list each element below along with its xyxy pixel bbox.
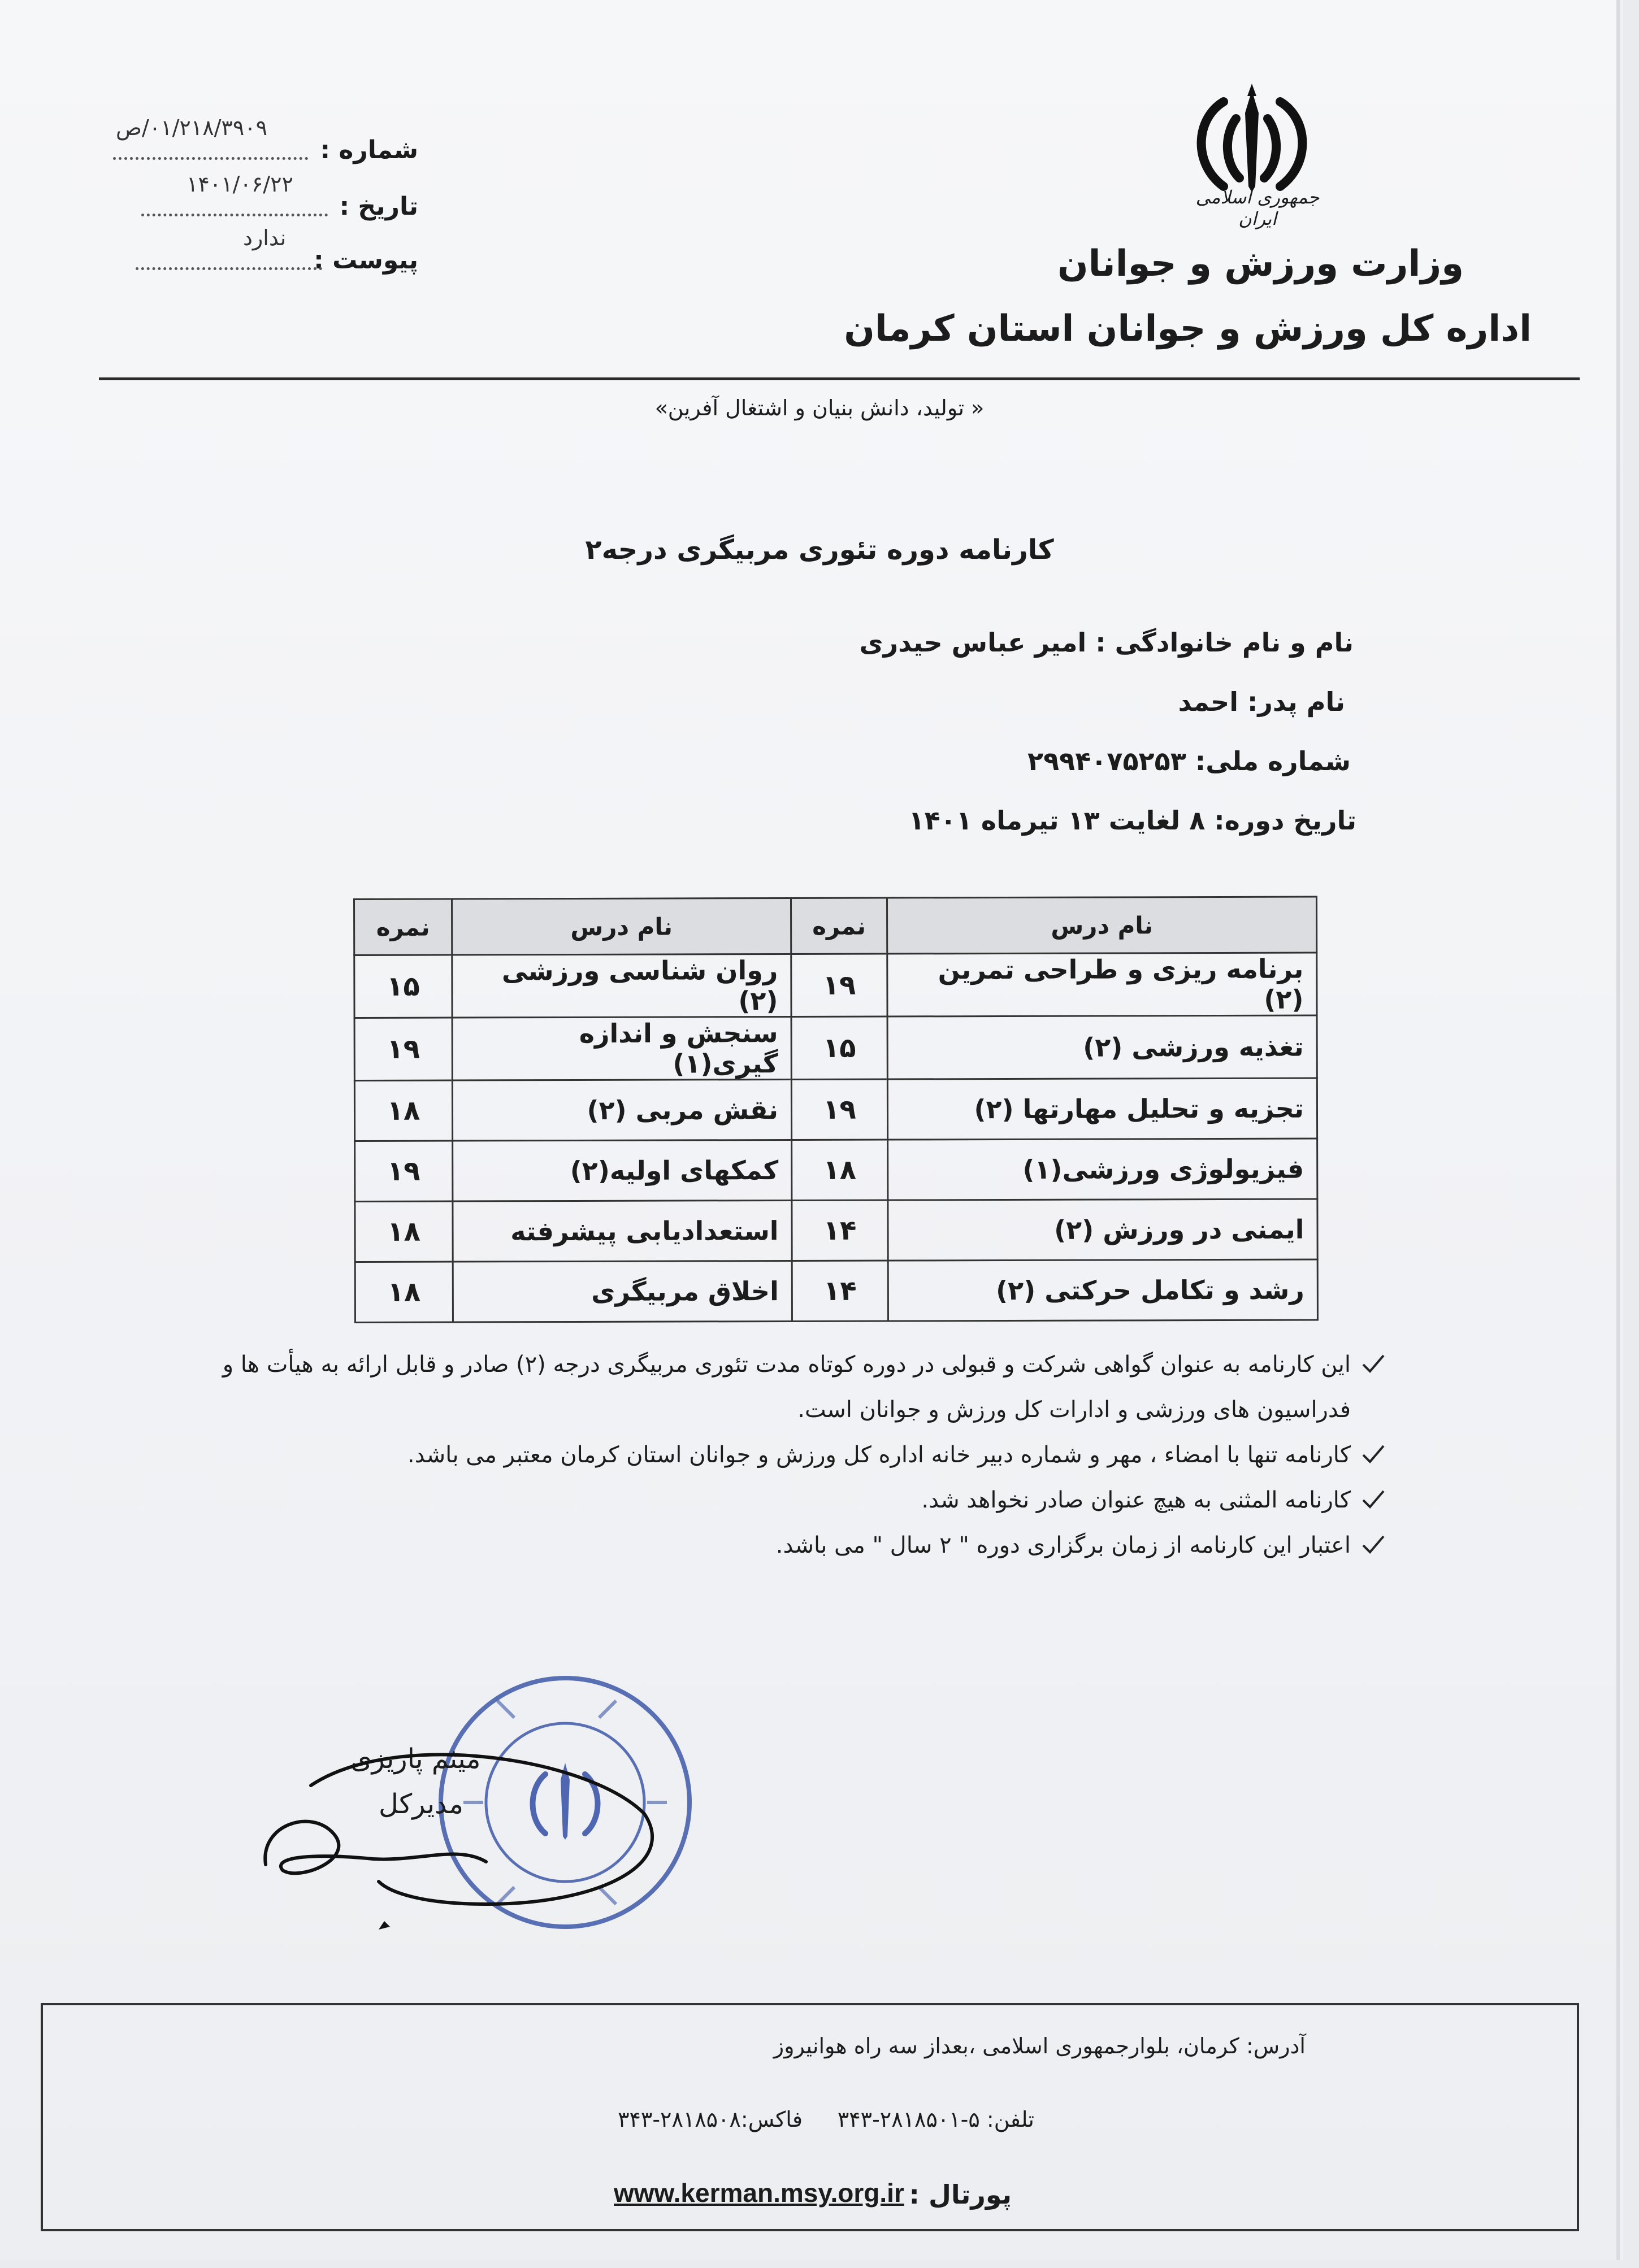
table-row — [354, 953, 1317, 1018]
list-item — [170, 1478, 1390, 1523]
letter-date-row — [141, 172, 418, 226]
letter-attachment-label: پیوست : — [314, 246, 418, 275]
department-name: اداره کل ورزش و جوانان استان کرمان — [844, 308, 1532, 350]
table-row — [355, 1139, 1317, 1201]
slogan: « تولید، دانش بنیان و اشتغال آفرین» — [654, 396, 985, 420]
checkmark-icon — [1356, 1346, 1390, 1380]
course-name: برنامه ریزی و طراحی تمرین (۲) — [887, 953, 1317, 1016]
national-id-line — [1027, 746, 1351, 776]
father-name-line — [1178, 687, 1345, 717]
table-row — [355, 1199, 1317, 1262]
column-header: نام درس — [452, 898, 791, 955]
table-row — [354, 1078, 1317, 1141]
course-name: استعدادیابی پیشرفته — [453, 1200, 792, 1262]
course-grade: ۱۴ — [792, 1261, 888, 1321]
header-divider — [99, 377, 1580, 380]
student-name-label: نام و نام خانوادگی : — [1095, 627, 1354, 658]
column-header: نمره — [354, 899, 452, 955]
column-header: نام درس — [887, 897, 1317, 954]
course-name: ایمنی در ورزش (۲) — [888, 1199, 1317, 1261]
ministry-name: وزارت ورزش و جوانان — [1057, 243, 1464, 285]
course-grade: ۱۹ — [354, 1018, 452, 1080]
table-row — [355, 1259, 1317, 1322]
footer-fax: فاکس:۲۸۱۸۵۰۸-۳۴۳ — [618, 2107, 803, 2132]
course-date-line — [909, 805, 1356, 836]
footer-contact-box — [41, 2003, 1579, 2231]
course-grade: ۱۵ — [791, 1016, 887, 1079]
course-name: رشد و تکامل حرکتی (۲) — [888, 1259, 1317, 1321]
list-item — [170, 1432, 1390, 1478]
letter-attachment-value: ندارد — [243, 225, 287, 250]
course-name: سنجش و اندازه گیری(۱) — [452, 1016, 791, 1080]
note-text: اعتبار این کارنامه از زمان برگزاری دوره " ۲ سال " می باشد. — [775, 1532, 1351, 1558]
letter-number-row — [113, 115, 418, 170]
note-text: کارنامه المثنی به هیچ عنوان صادر نخواهد شد. — [921, 1487, 1351, 1513]
course-grade: ۱۹ — [791, 1079, 887, 1140]
letter-date-dots — [141, 214, 328, 216]
footer-phone: تلفن: ۵-۲۸۱۸۵۰۱-۳۴۳ — [837, 2107, 1034, 2132]
course-date-label: تاریخ دوره: — [1214, 805, 1356, 836]
footer-address: آدرس: کرمان، بلوارجمهوری اسلامی ،بعداز سه راه هوانیروز — [773, 2034, 1306, 2058]
student-name-line — [859, 627, 1354, 658]
national-id-value: ۲۹۹۴۰۷۵۲۵۳ — [1027, 746, 1186, 776]
course-grade: ۱۵ — [354, 955, 452, 1018]
letter-date-label: تاریخ : — [339, 192, 418, 221]
father-name-value: احمد — [1178, 687, 1238, 717]
course-grade: ۱۴ — [792, 1200, 888, 1261]
course-grade: ۱۸ — [355, 1262, 453, 1322]
page-title: کارنامه دوره تئوری مربیگری درجه۲ — [585, 534, 1054, 566]
grades-header-row — [354, 897, 1317, 955]
course-grade: ۱۸ — [354, 1080, 452, 1141]
checkmark-icon — [1356, 1437, 1390, 1471]
course-grade: ۱۹ — [355, 1141, 453, 1201]
portal-label: پورتال : — [909, 2179, 1012, 2210]
handwritten-signature-icon — [249, 1712, 678, 1966]
letter-attachment-dots — [136, 267, 322, 270]
portal-link[interactable]: www.kerman.msy.org.ir — [614, 2178, 904, 2208]
father-name-label: نام پدر: — [1247, 687, 1345, 717]
course-name: روان شناسی ورزشی (۲) — [452, 954, 791, 1018]
course-name: تجزیه و تحلیل مهارتها (۲) — [887, 1078, 1317, 1140]
signer-name: میثم پاریزی — [350, 1743, 481, 1775]
course-name: فیزیولوژی ورزشی(۱) — [888, 1139, 1317, 1200]
course-grade: ۱۹ — [791, 954, 887, 1016]
course-grade: ۱۸ — [792, 1140, 888, 1200]
course-name: کمکهای اولیه(۲) — [453, 1140, 792, 1201]
note-text: این کارنامه به عنوان گواهی شرکت و قبولی در دوره کوتاه مدت تئوری مربیگری درجه (۲) صادر و قابل ارائه به هیأت ها و فدراسیون های ورزشی و ادارات کل ورزش و جوانان است. — [222, 1352, 1351, 1423]
list-item — [170, 1523, 1390, 1568]
letter-number-value: ۰۱/۲۱۸/۳۹۰۹/ص — [116, 115, 268, 140]
course-name: نقش مربی (۲) — [452, 1079, 791, 1141]
checkmark-icon — [1356, 1482, 1390, 1516]
checkmark-icon — [1356, 1527, 1390, 1561]
course-name: تغذیه ورزشی (۲) — [887, 1015, 1317, 1079]
letter-date-value: ۱۴۰۱/۰۶/۲۲ — [187, 172, 293, 197]
grades-table — [353, 896, 1319, 1323]
note-text: کارنامه تنها با امضاء ، مهر و شماره دبیر خانه اداره کل ورزش و جوانان استان کرمان معتبر می باشد. — [407, 1442, 1351, 1468]
national-id-label: شماره ملی: — [1195, 746, 1351, 776]
letter-attachment-row — [136, 225, 418, 280]
emblem-caption: جمهوری اسلامی ایران — [1195, 186, 1320, 229]
letter-number-dots — [113, 157, 308, 160]
notes-list — [170, 1342, 1390, 1568]
course-date-value: ۸ لغایت ۱۳ تیرماه ۱۴۰۱ — [908, 805, 1206, 836]
student-name-value: امیر عباس حیدری — [859, 627, 1087, 658]
course-grade: ۱۸ — [355, 1201, 453, 1262]
course-name: اخلاق مربیگری — [453, 1261, 792, 1322]
letter-number-label: شماره : — [320, 136, 418, 164]
list-item — [170, 1342, 1390, 1432]
signer-title: مدیرکل — [379, 1788, 463, 1820]
table-row — [354, 1015, 1317, 1080]
column-header: نمره — [791, 898, 887, 954]
